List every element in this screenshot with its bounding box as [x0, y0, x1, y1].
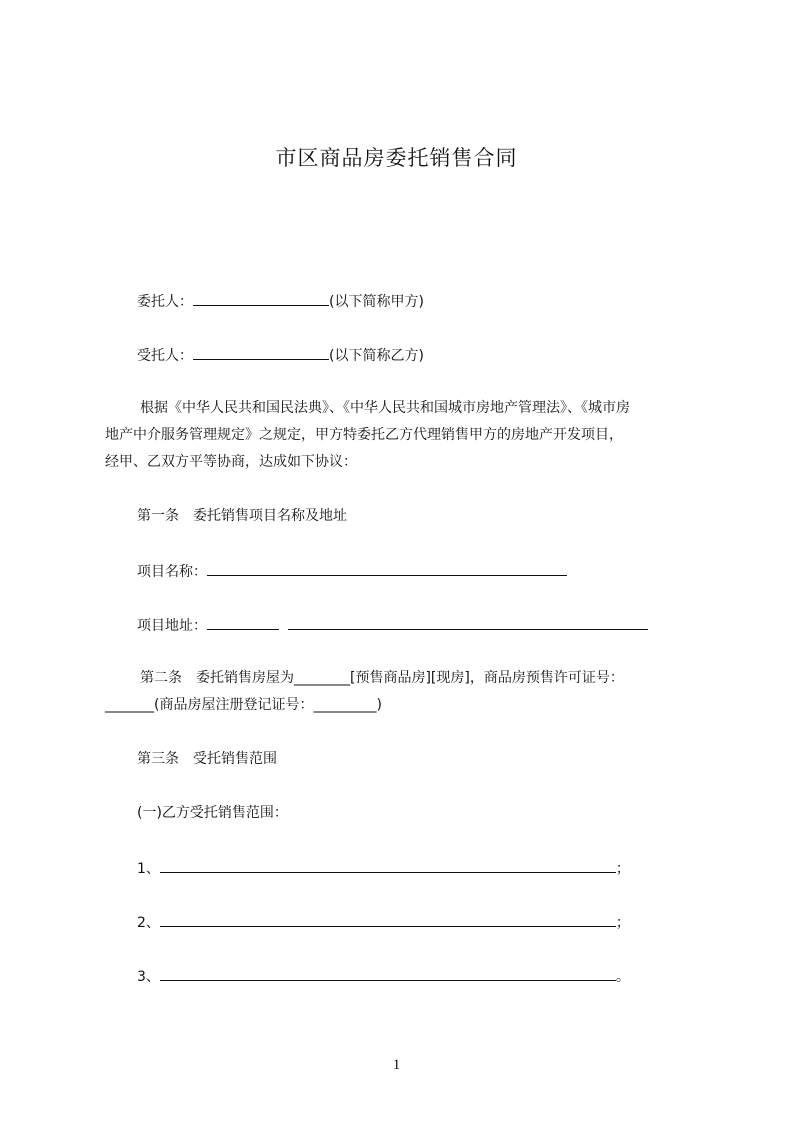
scope-item-number: 3、 [137, 969, 160, 985]
scope-item-end: ； [615, 915, 630, 931]
article-3-heading: 第三条 受托销售范围 [137, 751, 277, 767]
preamble-line-1: 根据《中华人民共和国民法典》、《中华人民共和国城市房地产管理法》、《城市房 [140, 400, 630, 416]
entrustor-label: 委托人： [137, 294, 193, 310]
scope-item-number: 1、 [137, 861, 160, 877]
entrustor-suffix: (以下简称甲方) [329, 294, 424, 310]
entrustee-suffix: (以下简称乙方) [329, 348, 424, 364]
project-name-blank[interactable] [207, 561, 567, 576]
scope-item-blank[interactable] [160, 912, 616, 927]
scope-item-1 [137, 858, 630, 878]
entrustor-line [137, 291, 424, 311]
page-number: 1 [392, 1057, 401, 1073]
scope-item-2 [137, 912, 630, 932]
entrustee-label: 受托人： [137, 348, 193, 364]
article-1-heading: 第一条 委托销售项目名称及地址 [137, 508, 347, 524]
preamble-line-3: 经甲、乙双方平等协商，达成如下协议： [105, 454, 357, 470]
scope-item-blank[interactable] [160, 858, 616, 873]
article-2-line-2: _______(商品房屋注册登记证号：_________) [105, 697, 382, 713]
entrustee-blank[interactable] [193, 345, 329, 360]
entrustor-blank[interactable] [193, 291, 329, 306]
entrustee-line [137, 345, 424, 365]
scope-item-number: 2、 [137, 915, 160, 931]
scope-item-3 [137, 966, 630, 986]
scope-subheading: (一)乙方受托销售范围： [137, 805, 288, 821]
project-address-blank-2[interactable] [288, 615, 648, 630]
project-address-line [137, 615, 648, 635]
preamble-line-2: 地产中介服务管理规定》之规定，甲方特委托乙方代理销售甲方的房地产开发项目， [105, 427, 623, 443]
scope-item-end: ； [615, 861, 630, 877]
project-name-label: 项目名称： [137, 564, 207, 580]
document-title: 市区商品房委托销售合同 [275, 146, 518, 170]
project-address-label: 项目地址： [137, 618, 207, 634]
project-address-blank-1[interactable] [207, 615, 279, 630]
scope-item-blank[interactable] [160, 966, 616, 981]
project-name-line [137, 561, 567, 581]
article-2-line-1: 第二条 委托销售房屋为________[预售商品房][现房]，商品房预售许可证号： [140, 670, 624, 686]
scope-item-end: 。 [615, 969, 630, 985]
